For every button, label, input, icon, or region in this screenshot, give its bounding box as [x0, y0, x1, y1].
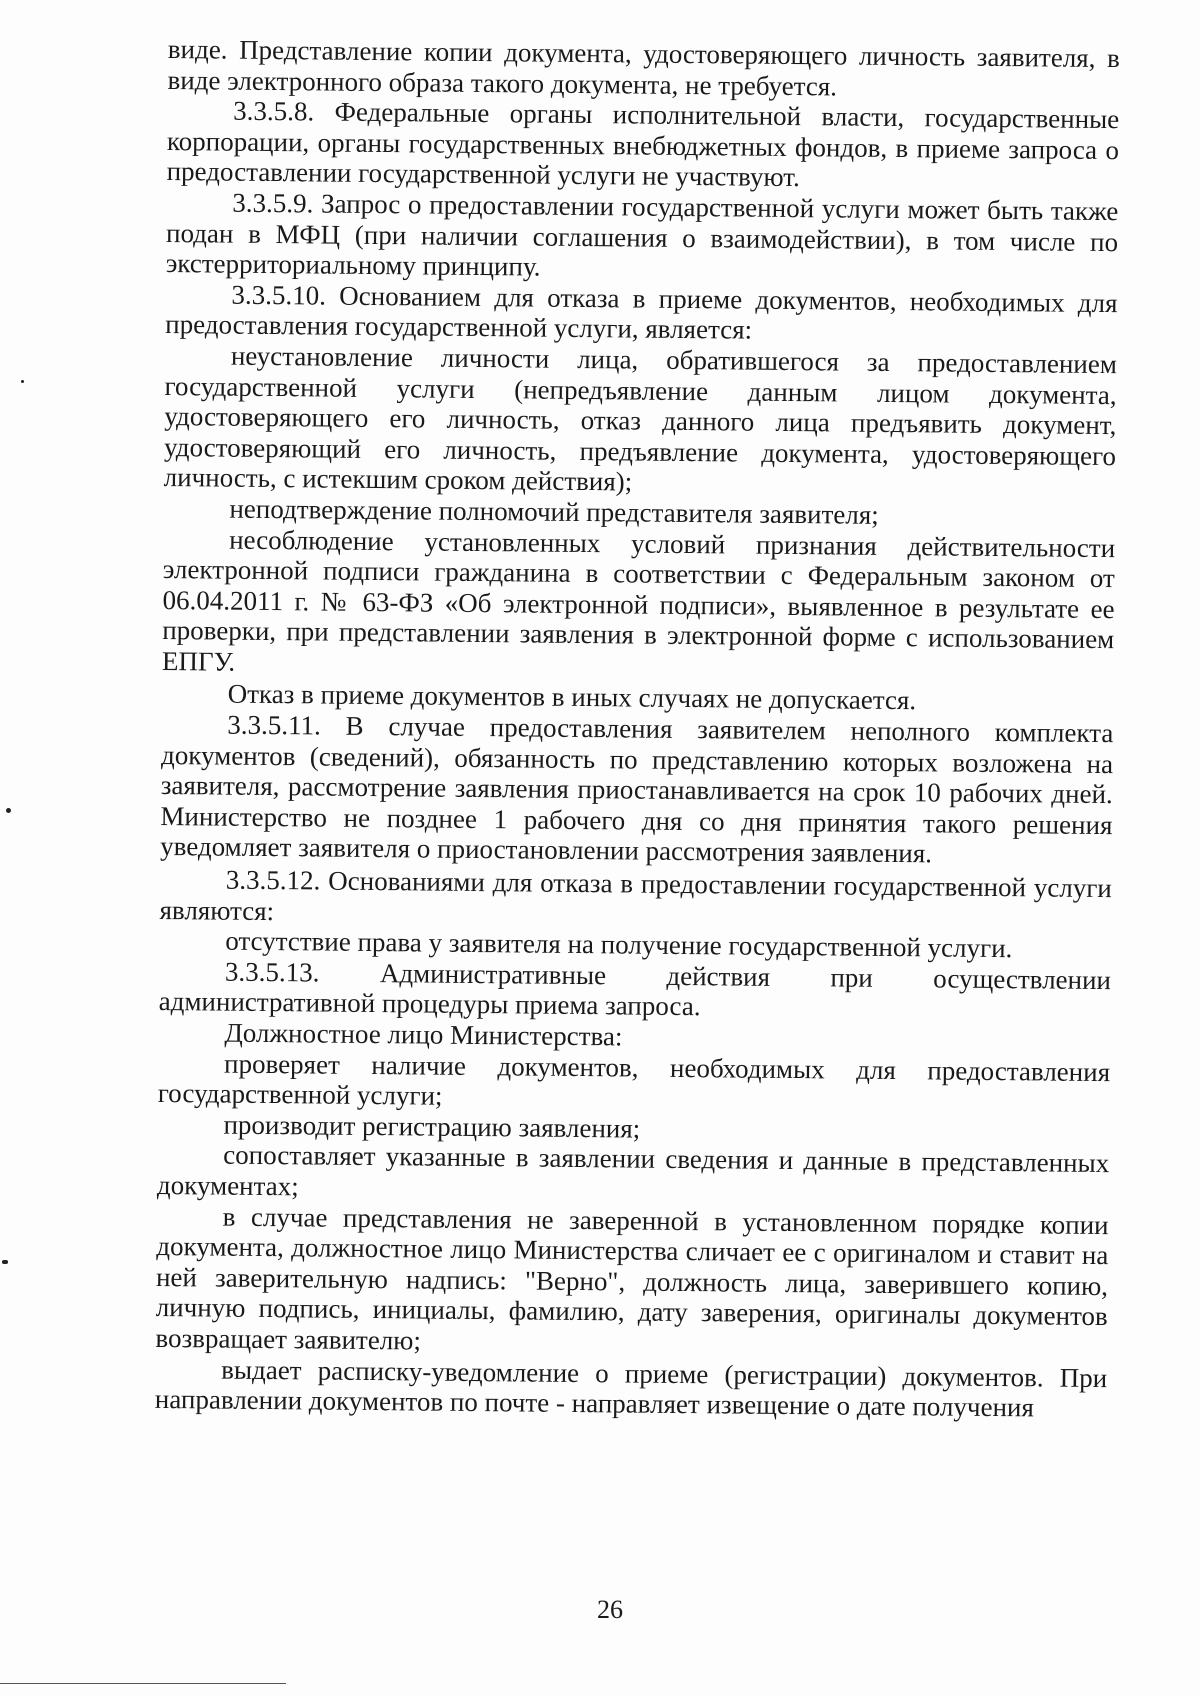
- paragraph-registers: производит регистрацию заявления;: [223, 1109, 641, 1144]
- scan-speck: [2, 1260, 8, 1264]
- paragraph-issues-receipt: выдает расписку-уведомление о приеме (регистрации) документов. При направлении документов по почте - направляет извещение о дате получения: [154, 1354, 1108, 1423]
- scan-edge-line: [0, 1683, 286, 1684]
- paragraph-3-3-5-11: 3.3.5.11. В случае предоставления заявителем неполного комплекта документов (сведений), обязанность по представлению которых возложена на заявителя, рассмотрение заявления приостанавливается на срок 10 рабочих дней. Министерство не позднее 1 рабочего дня со дня принятия такого решения уведомляет заявителя о приостановлении рассмотрения заявления.: [160, 709, 1114, 869]
- paragraph-3-3-5-13: 3.3.5.13. Административные действия при осуществлении административной процедуры приема запроса.: [158, 956, 1112, 1022]
- paragraph-official: Должностное лицо Министерства:: [224, 1017, 623, 1052]
- paragraph-certifies-copy: в случае представления не заверенной в установленном порядке копии документа, должностное лицо Министерства сличает ее с оригиналом и ставит на ней заверительную надпись: "Верно", должность лица, заверившего копию, личную подпись, инициалы, фамилию, дату заверения, оригиналы документов возвращает заявителю;: [155, 1201, 1109, 1356]
- paragraph-3-3-5-12: 3.3.5.12. Основаниями для отказа в предоставлении государственной услуги являются:: [159, 864, 1112, 926]
- paragraph-3-3-5-9: 3.3.5.9. Запрос о предоставлении государственной услуги может быть также подан в МФЦ (при наличии соглашения о взаимодействии), в том числе по экстерриториальному принципу.: [165, 187, 1119, 282]
- paragraph-signature-conditions: несоблюдение установленных условий признания действительности электронной подписи гражданина в соответствии с Федеральным законом от 06.04.2011 г. № 63-ФЗ «Об электронной подписи», выявленное в результате ее проверки, при представлении заявления в электронной форме с использованием ЕПГУ.: [161, 524, 1116, 677]
- scan-speck: [6, 808, 11, 813]
- page-number: 26: [597, 1595, 623, 1624]
- paragraph-authority-not-confirmed: неподтверждение полномочий представителя заявителя;: [229, 493, 879, 530]
- paragraph-compares: сопоставляет указанные в заявлении сведения и данные в представленных документах;: [156, 1139, 1110, 1202]
- scan-speck: [21, 380, 24, 383]
- paragraph-no-right: отсутствие права у заявителя на получение государственной услуги.: [225, 925, 1013, 964]
- paragraph-refusal-other-cases: Отказ в приеме документов в иных случаях не допускается.: [227, 679, 917, 716]
- paragraph-identity-not-established: неустановление личности лица, обратившегося за предоставлением государственной услуги (непредъявление данным лицом документа, удостоверяющего его личность, отказ данного лица предъявить документ, удостоверяющий его личность, предъявление документа, удостоверяющего личность, с истекшим сроком действия);: [163, 340, 1118, 497]
- paragraph-3-3-5-8: 3.3.5.8. Федеральные органы исполнительной власти, государственные корпорации, органы государственных внебюджетных фондов, в приеме запроса о предоставлении государственной услуги не участвуют.: [166, 95, 1120, 193]
- paragraph-3-3-5-10: 3.3.5.10. Основанием для отказа в приеме документов, необходимых для предоставления государственной услуги, является:: [165, 279, 1118, 345]
- paragraph-checks-documents: проверяет наличие документов, необходимых для предоставления государственной услуги;: [157, 1048, 1111, 1111]
- paragraph-1: виде. Представление копии документа, удостоверяющего личность заявителя, в виде электронного образа такого документа, не требуется.: [167, 34, 1120, 102]
- document-body: [155, 34, 1120, 1424]
